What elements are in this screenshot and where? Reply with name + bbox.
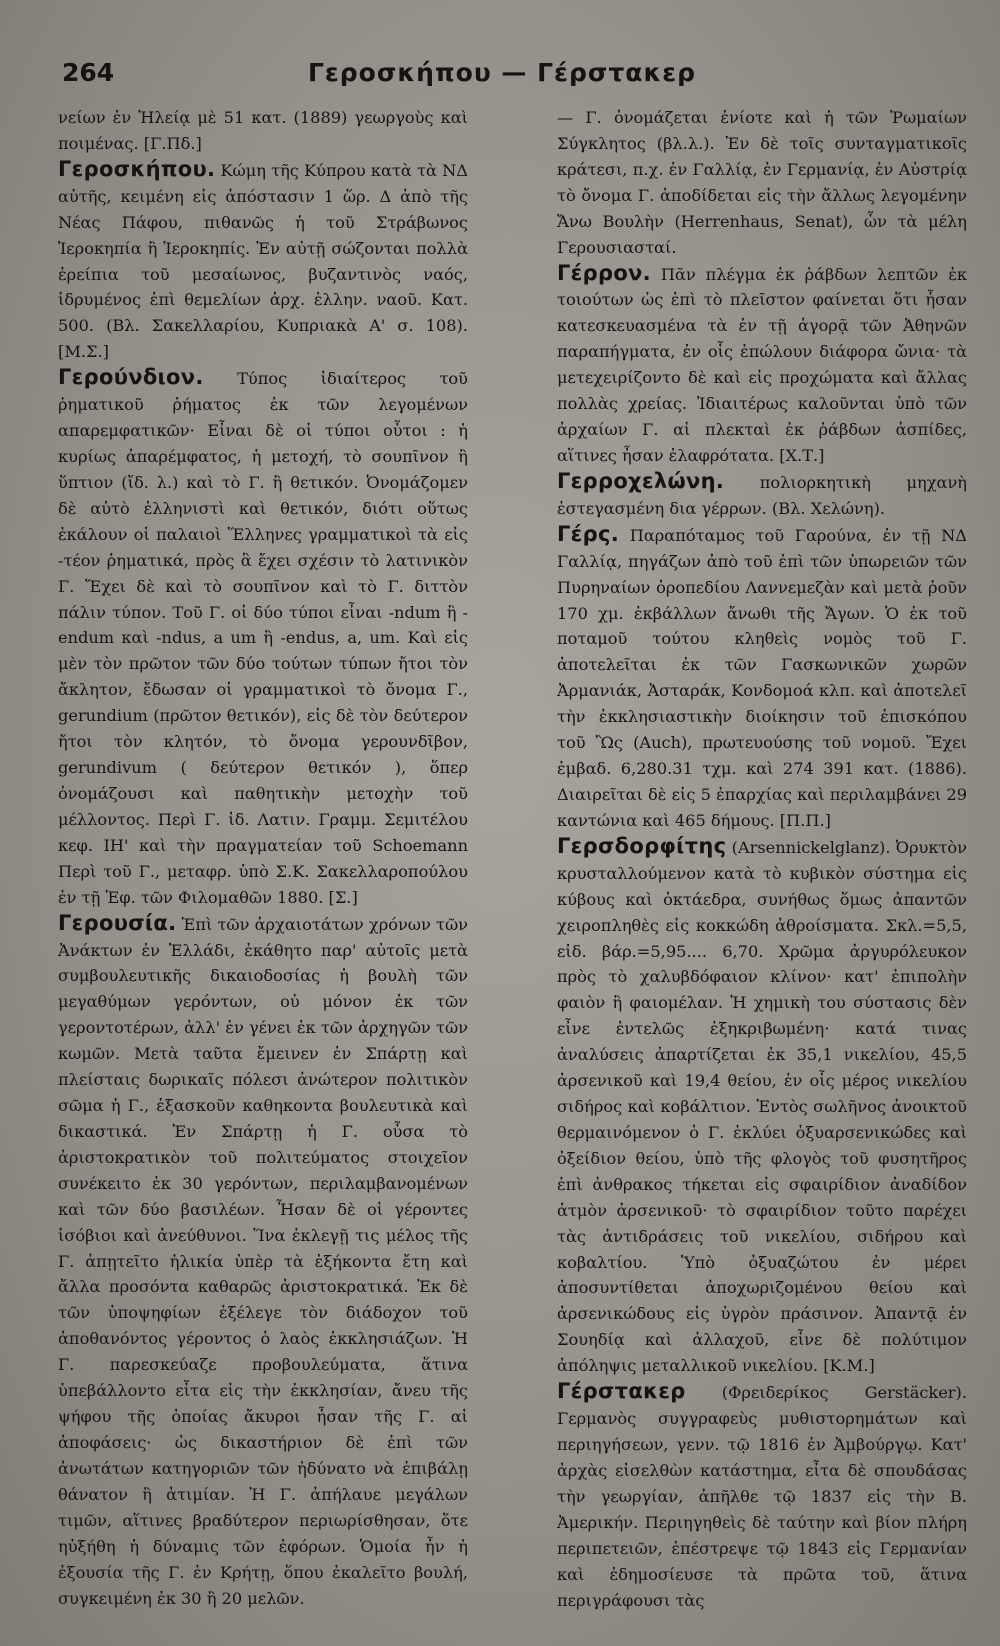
entry-headword: Γερροχελώνη. [557, 468, 725, 493]
entry-text: — Γ. ὀνομάζεται ἐνίοτε καὶ ἡ τῶν Ῥωμαίων Σύγκλητος (βλ.λ.). Ἐν δὲ τοῖς συνταγματικοῖς κράτεσι, π.χ. ἐν Γαλλίᾳ, ἐν Γερμανίᾳ, ἐν Αὐστρίᾳ τὸ ὄνομα Γ. ἀποδίδεται εἰς τὴν ἄλλως λεγομένην Ἄνω Βουλὴν (Herrenhaus, Senat), ὧν τὰ μέλη Γερουσιασταί. [557, 108, 967, 257]
entry-gerundion [58, 365, 468, 910]
entry-headword: Γέρστακερ [557, 1379, 686, 1404]
entry-headword: Γερσδορφίτης [557, 833, 727, 858]
running-title: Γεροσκήπου — Γέρστακερ [307, 58, 697, 87]
entry-geroskipou [58, 157, 468, 365]
entry-continuation [58, 105, 468, 157]
entry-text: πολιορκητικὴ μηχανὴ ἐστεγασμένη δια γέρρων. (Βλ. Χελώνη). [557, 472, 967, 518]
entry-text: Τύπος ἰδιαίτερος τοῦ ῥηματικοῦ ῥήματος ἐκ τῶν λεγομένων απαρεμφατικῶν· Εἶναι δὲ οἱ τύποι οὗτοι : ἡ κυρίως ἀπαρέμφατος, ἡ μετοχή, τὸ σουπῖνον ἢ ὕπτιον (ἴδ. λ.) καὶ τὸ Γ. ἢ θετικόν. Ὀνομάζομεν δὲ αὐτὸ ἑλληνιστὶ καὶ θετικόν, διότι οὕτως ἐκάλουν οἱ παλαιοὶ Ἕλληνες γραμματικοὶ τὰ εἰς -τέον ῥηματικά, πρὸς ἃ ἔχει σχέσιν τὸ λατινικὸν Γ. Ἔχει δὲ καὶ τὸ σουπῖνον καὶ τὸ Γ. διττὸν πάλιν τύπον. Τοῦ Γ. οἱ δύο τύποι εἶναι -ndum ἢ -endum καὶ -ndus, a um ἢ -endus, a, um. Καὶ εἰς μὲν τὸν πρῶτον τῶν δύο τούτων τύπων ἤτοι τὸν ἄκλητον, ἔδωσαν οἱ γραμματικοὶ τὸ ὄνομα Γ., gerundium (πρῶτον θετικόν), εἰς δὲ τὸν δεύτερον ἤτοι τὸν κλητόν, τὸ ὄνομα γερουνδῖβον, gerundivum ( δεύτερον θετικόν ), ὅπερ ὀνομάζουσι καὶ παθητικὴν μετοχὴν τοῦ μέλλοντος. Περὶ Γ. ἰδ. Λατιν. Γραμμ. Σεμιτέλου κεφ. ΙΗ' καὶ τὴν πραγματείαν τοῦ Schoemann Περὶ τοῦ Γ., μεταφρ. ὑπὸ Σ.Κ. Σακελλαροπούλου ἐν τῇ Ἐφ. τῶν Φιλομαθῶν 1880. [Σ.] [58, 369, 468, 907]
entry-gerrochelone [557, 469, 967, 522]
entry-headword: Γερουσία. [58, 910, 177, 935]
entry-text: (Arsennickelglanz). Ὀρυκτὸν κρυσταλλούμενον κατὰ τὸ κυβικὸν σύστημα εἰς κύβους καὶ ὀκτάεδρα, συνήθως ὅμως ἀπαντῶν χειροπληθὲς εἰς κοκκώδη ἀθροίσματα. Σκλ.=5,5, εἰδ. βάρ.=5,95.... 6,70. Χρῶμα ἀργυρόλευκον πρὸς τὸ χαλυβδόφαιον κλίνον· κατ' ἐπιπολὴν φαιὸν ἢ φαιομέλαν. Ἡ χημικὴ του σύστασις δὲν εἶνε ἐντελῶς ἐξηκριβωμένη· κατά τινας ἀναλύσεις ἀπαρτίζεται ἐκ 35,1 νικελίου, 45,5 ἀρσενικοῦ καὶ 19,4 θείου, ἐν οἷς μέρος νικελίου σιδήρος καὶ κοβάλτιον. Ἐντὸς σωλῆνος ἀνοικτοῦ θερμαινόμενον ὁ Γ. ἐκλύει ὀξυαρσενικώδες καὶ ὀξείδιον θείου, ὑπὸ τῆς φλογὸς τοῦ φυσητῆρος ἐπὶ ἀνθρακος τήκεται εἰς σφαιρίδιον ἀναδίδον ἀτμὸν ἀρσενικοῦ· τὸ σφαιρίδιον τοῦτο παρέχει τὰς ἀντιδράσεις τοῦ νικελίου, σιδήρου καὶ κοβαλτίου. Ὑπὸ ὀξυαζώτου ἐν μέρει ἀποσυντίθεται ἀποχωριζομένου θείου καὶ ἀρσενικώδους εἰς ὑγρὸν πράσινον. Ἀπαντᾷ ἐν Σουηδίᾳ καὶ ἀλλαχοῦ, εἶνε δὲ πολύτιμον ἀπόληψις μεταλλικοῦ νικελίου. [Κ.Μ.] [557, 837, 967, 1376]
left-column [58, 105, 468, 1611]
entry-headword: Γερούνδιον. [58, 365, 204, 390]
entry-gerstacker [557, 1379, 967, 1613]
entry-headword: Γέρς. [557, 521, 620, 546]
entry-text: Παραπόταμος τοῦ Γαρούνα, ἐν τῇ ΝΔ Γαλλίᾳ, πηγάζων ἀπὸ τοῦ ἐπὶ τῶν ὑπωρειῶν τῶν Πυρηναίων ὀροπεδίου Λαννεμεζὰν καὶ μετὰ ῥοῦν 170 χμ. ἐκβάλλων ἄνωθι τῆς Ἄγων. Ὁ ἐκ τοῦ ποταμοῦ τούτου κληθεὶς νομὸς τοῦ Γ. ἀποτελεῖται ἐκ τῶν Γασκωνικῶν χωρῶν Ἀρμανιάκ, Ἀσταράκ, Κονδομοά κλπ. καὶ ἀποτελεῖ τὴν ἐκκλησιαστικὴν διοίκησιν τοῦ ἐπισκόπου τοῦ Ὢς (Auch), πρωτευούσης τοῦ νομοῦ. Ἔχει ἐμβαδ. 6,280.31 τχμ. καὶ 274 391 κατ. (1886). Διαιρεῖται δὲ εἰς 5 ἐπαρχίας καὶ περιλαμβάνει 29 καντώνια καὶ 465 δήμους. [Π.Π.] [557, 525, 967, 830]
entry-gersdorffite [557, 834, 967, 1379]
entry-headword: Γεροσκήπου. [58, 156, 216, 181]
page-number: 264 [62, 58, 115, 87]
entry-gerousia [58, 911, 468, 1612]
entry-text: Κώμη τῆς Κύπρου κατὰ τὰ ΝΔ αὐτῆς, κειμένη εἰς ἀπόστασιν 1 ὥρ. Δ ἀπὸ τῆς Νέας Πάφου, πιθανῶς ἡ τοῦ Στράβωνος Ἱεροκηπία ἢ Ἱεροκηπίς. Ἐν αὐτῇ σώζονται πολλὰ ἐρείπια τοῦ μεσαίωνος, βυζαντινὸς ναός, ἱδρυμένος ἐπὶ θεμελίων ἀρχ. ἑλλην. ναοῦ. Κατ. 500. (Βλ. Σακελλαρίου, Κυπριακὰ Α' σ. 108). [Μ.Σ.] [58, 160, 468, 362]
entry-gerron [557, 261, 967, 469]
entry-headword: Γέρρον. [557, 260, 651, 285]
entry-text: νείων ἐν Ἠλείᾳ μὲ 51 κατ. (1889) γεωργοὺς καὶ ποιμένας. [Γ.Πδ.] [58, 108, 468, 153]
entry-continuation [557, 105, 967, 261]
page-header [62, 52, 942, 98]
right-column [557, 105, 967, 1613]
entry-text: Πᾶν πλέγμα ἐκ ῥάβδων λεπτῶν ἐκ τοιούτων ὡς ἐπὶ τὸ πλεῖστον φαίνεται ὅτι ἦσαν κατεσκευασμένα τὰ ἐν τῇ ἀγορᾷ τῶν Ἀθηνῶν παραπήγματα, ἐν οἷς ἐπώλουν διάφορα ὤνια· τὰ μετεχειρίζοντο δὲ καὶ εἰς προχώματα καὶ ἄλλας πολλὰς χρείας. Ἰδιαιτέρως καλοῦνται ὑπὸ τῶν ἀρχαίων Γ. αἱ πλεκταὶ ἐκ ῥάβδων ἀσπίδες, αἵτινες ἦσαν ἐλαφρότατα. [Χ.Τ.] [557, 264, 967, 465]
entry-gers [557, 522, 967, 834]
entry-text: Ἐπὶ τῶν ἀρχαιοτάτων χρόνων τῶν Ἀνάκτων ἐν Ἑλλάδι, ἐκάθητο παρ' αὐτοῖς μετὰ συμβουλευτικῆς δικαιοδοσίας ἡ βουλὴ τῶν μεγαθύμων γερόντων, οὐ μόνον ἐκ τῶν γεροντοτέρων, ἀλλ' ἐν γένει ἐκ τῶν ἀρχηγῶν τῶν κωμῶν. Μετὰ ταῦτα ἔμεινεν ἐν Σπάρτῃ καὶ πλείσταις δωρικαῖς πόλεσι ἀνώτερον πολιτικὸν σῶμα ἡ Γ., ἐξασκοῦν καθηκοντα βουλευτικὰ καὶ δικαστικά. Ἐν Σπάρτῃ ἡ Γ. οὖσα τὸ ἀριστοκρατικὸν τοῦ πολιτεύματος στοιχεῖον συνέκειτο ἐκ 30 γερόντων, περιλαμβανομένων καὶ τῶν δύο βασιλέων. Ἦσαν δὲ οἱ γέροντες ἰσόβιοι καὶ ἀνεύθυνοι. Ἵνα ἐκλεγῇ τις μέλος τῆς Γ. ἀπῃτεῖτο ἡλικία ὑπὲρ τὰ ἑξήκοντα ἔτη καὶ ἄλλα προσόντα καθαρῶς ἀριστοκρατικά. Ἐκ δὲ τῶν ὑποψηφίων ἐξέλεγε τὸν διάδοχον τοῦ ἀποθανόντος γέροντος ὁ λαὸς ἐκκλησιάζων. Ἡ Γ. παρεσκεύαζε προβουλεύματα, ἅτινα ὑπεβάλλοντο εἶτα εἰς τὴν ἐκκλησίαν, ἄνευ τῆς ψήφου τῆς ὁποίας ἄκυροι ἦσαν τῆς Γ. αἱ ἀποφάσεις· ὡς δικαστήριον δὲ ἐπὶ τῶν ἀνωτάτων κατηγοριῶν τῶν ἠδύνατο νὰ ἐπιβάλῃ θάνατον ἢ ἀτιμίαν. Ἡ Γ. ἀπήλαυε μεγάλων τιμῶν, αἵτινες βραδύτερον περιωρίσθησαν, ὅτε ηὐξήθη ἡ δύναμις τῶν ἐφόρων. Ὁμοία ἦν ἡ ἐξουσία τῆς Γ. ἐν Κρήτῃ, ὅπου ἐκαλεῖτο βουλή, συγκειμένη ἐκ 30 ἢ 20 μελῶν. [58, 914, 468, 1608]
entry-text: (Φρειδερίκος Gerstäcker). Γερμανὸς συγγραφεὺς μυθιστορημάτων καὶ περιηγήσεων, γενν. τῷ 1816 ἐν Ἀμβούργῳ. Κατ' ἀρχὰς εἰσελθὼν κατάστημα, εἶτα δὲ σπουδάσας τὴν γεωργίαν, ἀπῆλθε τῷ 1837 εἰς τὴν Β. Ἀμερικήν. Περιηγηθεὶς δὲ ταύτην καὶ βίον πλήρη περιπετειῶν, ἐπέστρεψε τῷ 1843 εἰς Γερμανίαν καὶ ἐδημοσίευσε τὰ πρῶτα τοῦ, ἅτινα περιγράφουσι τὰς [557, 1383, 967, 1610]
